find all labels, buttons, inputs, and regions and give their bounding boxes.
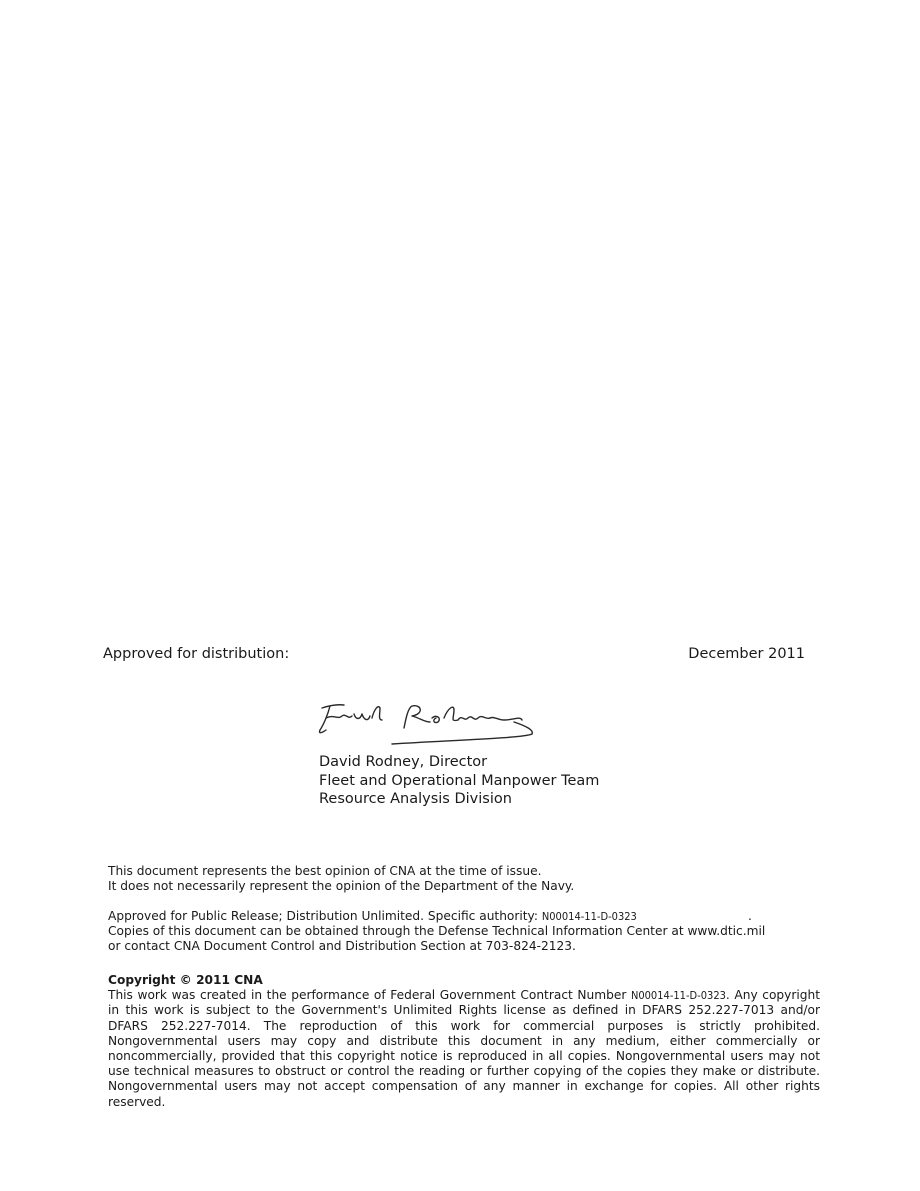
copyright-body — [108, 988, 820, 1110]
approval-date: December 2011 — [688, 646, 805, 662]
copyright-body-prefix: This work was created in the performance of Federal Government Contract Number — [108, 988, 631, 1003]
opinion-notice — [108, 864, 818, 894]
release-suffix: . — [748, 909, 752, 923]
copyright-section — [108, 973, 820, 1110]
approval-label: Approved for distribution: — [103, 646, 290, 662]
signer-division: Resource Analysis Division — [319, 791, 512, 807]
signer-block — [319, 753, 599, 809]
copies-line: Copies of this document can be obtained through the Defense Technical Information Center at www.dtic.mil — [108, 924, 766, 938]
approval-row — [103, 646, 805, 666]
opinion-line-2: It does not necessarily represent the opinion of the Department of the Navy. — [108, 879, 575, 893]
release-line — [108, 909, 818, 924]
copyright-body-rest: . Any copyright in this work is subject to the Government's Unlimited Rights license as defined in DFARS 252.227-7013 and/or DFARS 252.227-7014. The reproduction of this work for commercial purposes is strictly prohibited. Nongovernmental users may copy and distribute this document in any medium, either commercially or noncommercially, provided that this copyright notice is reproduced in all copies. Nongovernmental users may not use technical measures to obstruct or control the reading or further copying of the copies they make or distribute. Nongovernmental users may not accept compensation of any manner in exchange for copies. All other rights reserved. — [108, 988, 820, 1109]
release-prefix: Approved for Public Release; Distribution Unlimited. Specific authority: — [108, 909, 542, 923]
contact-line: or contact CNA Document Control and Distribution Section at 703-824-2123. — [108, 939, 576, 953]
authority-number: N00014-11-D-0323 — [541, 910, 637, 923]
opinion-line-1: This document represents the best opinion of CNA at the time of issue. — [108, 864, 542, 878]
release-notice — [108, 909, 818, 954]
signature-image — [308, 700, 548, 750]
copyright-heading: Copyright © 2011 CNA — [108, 973, 263, 987]
signer-name-title: David Rodney, Director — [319, 754, 488, 770]
signer-team: Fleet and Operational Manpower Team — [319, 772, 600, 789]
contract-number: N00014-11-D-0323 — [630, 989, 726, 1003]
